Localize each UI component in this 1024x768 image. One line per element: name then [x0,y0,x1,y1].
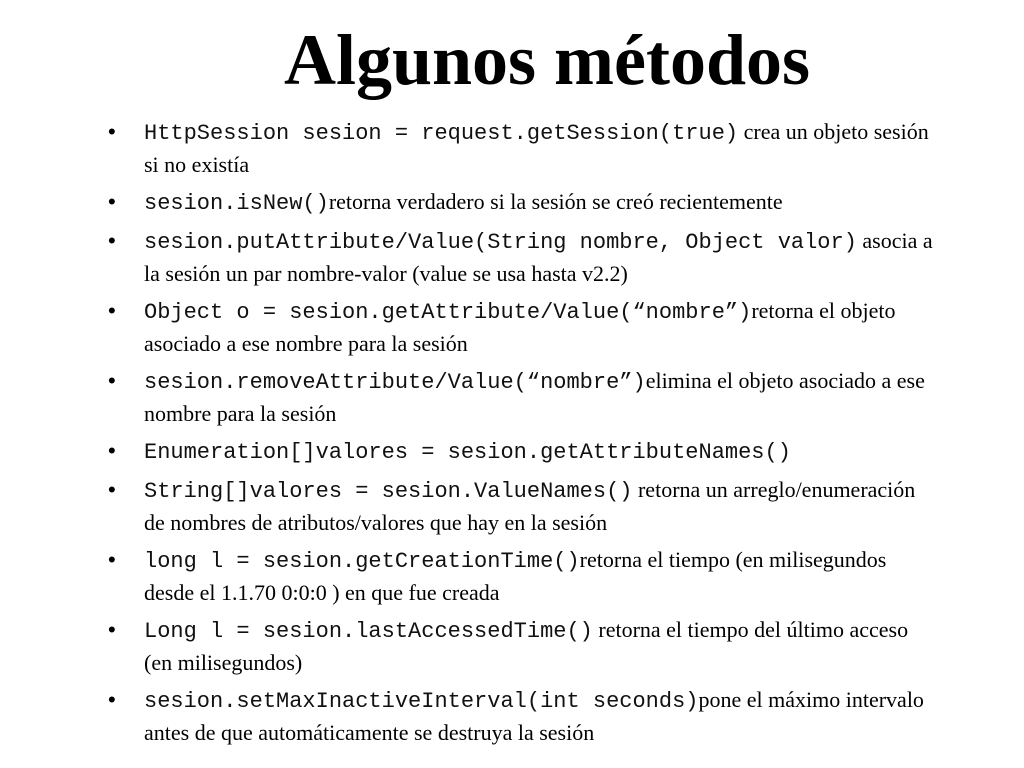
bullet-dot-icon: • [108,617,116,642]
bullet-dot-icon: • [108,189,116,214]
bullet-dot-icon: • [108,298,116,323]
bullet-dot-icon: • [108,368,116,393]
bullet-code: Enumeration[]valores = sesion.getAttributeNames() [144,440,791,465]
bullet-item-get-attribute-names [108,435,938,468]
bullet-code: Long l = sesion.lastAccessedTime() [144,619,593,644]
bullet-text: elimina el objeto asociado a ese nombre para la sesión [144,368,925,426]
bullet-item-get-session [108,116,938,180]
bullet-item-value-names [108,474,938,538]
bullet-code: Object o = sesion.getAttribute/Value(“nombre”) [144,300,752,325]
bullet-item-remove-attribute [108,365,938,429]
bullet-code: String[]valores = sesion.ValueNames() [144,479,633,504]
bullet-dot-icon: • [108,547,116,572]
bullet-dot-icon: • [108,119,116,144]
bullet-item-max-inactive [108,684,938,748]
bullet-text: pone el máximo intervalo antes de que automáticamente se destruya la sesión [144,687,924,745]
bullet-text: asocia a la sesión un par nombre-valor (value se usa hasta v2.2) [144,228,933,286]
bullet-text: retorna el tiempo (en milisegundos desde el 1.1.70 0:0:0 ) en que fue creada [144,547,887,605]
bullet-code: sesion.isNew() [144,191,329,216]
bullet-list [108,116,938,754]
bullet-item-put-attribute [108,225,938,289]
bullet-text: retorna el tiempo del último acceso (en milisegundos) [144,617,909,675]
bullet-item-get-attribute [108,295,938,359]
bullet-text: retorna un arreglo/enumeración de nombres de atributos/valores que hay en la sesión [144,477,916,535]
bullet-code: sesion.removeAttribute/Value(“nombre”) [144,370,646,395]
bullet-dot-icon: • [108,228,116,253]
bullet-item-creation-time [108,544,938,608]
bullet-text: retorna verdadero si la sesión se creó recientemente [328,189,783,214]
bullet-dot-icon: • [108,477,116,502]
slide-title: Algunos métodos [283,20,811,100]
bullet-text: retorna el objeto asociado a ese nombre para la sesión [144,298,896,356]
bullet-dot-icon: • [108,438,116,463]
bullet-code: HttpSession sesion = request.getSession(true) [144,121,739,146]
bullet-item-last-accessed [108,614,938,678]
bullet-dot-icon: • [108,687,116,712]
bullet-code: sesion.setMaxInactiveInterval(int seconds) [144,689,699,714]
bullet-code: sesion.putAttribute/Value(String nombre, Object valor) [144,230,857,255]
bullet-text: crea un objeto sesión si no existía [144,119,929,177]
bullet-code: long l = sesion.getCreationTime() [144,549,580,574]
bullet-item-is-new [108,186,938,219]
